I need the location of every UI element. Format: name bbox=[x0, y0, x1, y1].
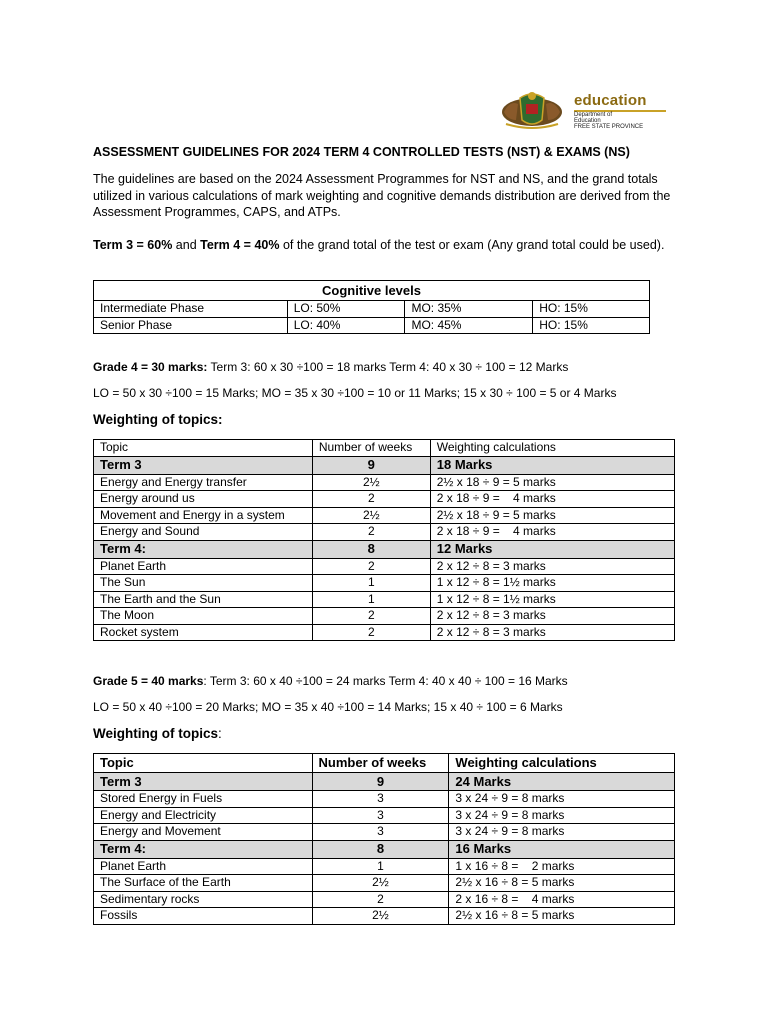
grade5-weighting-colon: : bbox=[218, 726, 222, 741]
table-row bbox=[94, 575, 675, 592]
calc-cell: 1 x 16 ÷ 8 = 2 marks bbox=[449, 858, 675, 875]
topic-cell: Fossils bbox=[94, 908, 313, 925]
dept-line: Department of bbox=[574, 112, 613, 118]
term-marks: 24 Marks bbox=[449, 773, 675, 791]
column-header: Topic bbox=[94, 754, 313, 773]
calc-cell: 2½ x 16 ÷ 8 = 5 marks bbox=[449, 875, 675, 892]
department-text bbox=[574, 112, 643, 130]
grade4-weighting-table bbox=[93, 439, 675, 641]
grade5-marks-line bbox=[93, 674, 568, 688]
department-logo bbox=[496, 90, 668, 132]
topic-cell: Movement and Energy in a system bbox=[94, 507, 313, 524]
term4-row bbox=[94, 840, 675, 858]
topic-cell: Planet Earth bbox=[94, 858, 313, 875]
table-cell: HO: 15% bbox=[533, 301, 650, 318]
weeks-cell: 2½ bbox=[312, 507, 430, 524]
topic-cell: Sedimentary rocks bbox=[94, 891, 313, 908]
table-row bbox=[94, 875, 675, 892]
term-marks: 18 Marks bbox=[430, 456, 674, 474]
column-header: Weighting calculations bbox=[430, 440, 674, 457]
term-label: Term 3 bbox=[94, 773, 313, 791]
topic-cell: Energy around us bbox=[94, 491, 313, 508]
table-cell: LO: 40% bbox=[287, 317, 405, 334]
topic-cell: Energy and Sound bbox=[94, 524, 313, 541]
term-weeks: 9 bbox=[312, 456, 430, 474]
weeks-cell: 1 bbox=[312, 591, 430, 608]
cognitive-levels-table bbox=[93, 280, 650, 334]
table-header-row bbox=[94, 281, 650, 301]
grade4-weighting-heading: Weighting of topics: bbox=[93, 412, 223, 427]
dept-line: Education bbox=[574, 118, 601, 124]
table-row bbox=[94, 491, 675, 508]
brand-text: education bbox=[574, 92, 647, 109]
weeks-cell: 2½ bbox=[312, 474, 430, 491]
weeks-cell: 2 bbox=[312, 491, 430, 508]
coat-of-arms-icon bbox=[496, 90, 568, 130]
table-cell: MO: 45% bbox=[405, 317, 533, 334]
table-header-row bbox=[94, 754, 675, 773]
table-header-row bbox=[94, 440, 675, 457]
weeks-cell: 1 bbox=[312, 858, 449, 875]
topic-cell: Energy and Energy transfer bbox=[94, 474, 313, 491]
grade5-levels-line: LO = 50 x 40 ÷100 = 20 Marks; MO = 35 x 40 ÷100 = 14 Marks; 15 x 40 ÷ 100 = 6 Marks bbox=[93, 700, 563, 714]
calc-cell: 1 x 12 ÷ 8 = 1½ marks bbox=[430, 591, 674, 608]
grade5-marks-text: : Term 3: 60 x 40 ÷100 = 24 marks Term 4: 40 x 40 ÷ 100 = 16 Marks bbox=[203, 674, 568, 688]
calc-cell: 2 x 12 ÷ 8 = 3 marks bbox=[430, 624, 674, 641]
grade5-weighting-label: Weighting of topics bbox=[93, 726, 218, 741]
term3-row bbox=[94, 456, 675, 474]
table-cell: HO: 15% bbox=[533, 317, 650, 334]
table-row bbox=[94, 524, 675, 541]
weeks-cell: 2 bbox=[312, 524, 430, 541]
table-row bbox=[94, 301, 650, 318]
calc-cell: 2 x 16 ÷ 8 = 4 marks bbox=[449, 891, 675, 908]
weeks-cell: 3 bbox=[312, 824, 449, 841]
column-header: Topic bbox=[94, 440, 313, 457]
calc-cell: 2½ x 18 ÷ 9 = 5 marks bbox=[430, 507, 674, 524]
calc-cell: 3 x 24 ÷ 9 = 8 marks bbox=[449, 824, 675, 841]
table-row bbox=[94, 807, 675, 824]
calc-cell: 1 x 12 ÷ 8 = 1½ marks bbox=[430, 575, 674, 592]
weeks-cell: 2 bbox=[312, 608, 430, 625]
grade4-levels-line: LO = 50 x 30 ÷100 = 15 Marks; MO = 35 x 30 ÷100 = 10 or 11 Marks; 15 x 30 ÷ 100 = 5 or 4 Marks bbox=[93, 386, 617, 400]
calc-cell: 2½ x 16 ÷ 8 = 5 marks bbox=[449, 908, 675, 925]
topic-cell: Rocket system bbox=[94, 624, 313, 641]
weeks-cell: 1 bbox=[312, 575, 430, 592]
table-row bbox=[94, 824, 675, 841]
term-split-and: and bbox=[172, 238, 201, 252]
calc-cell: 2 x 18 ÷ 9 = 4 marks bbox=[430, 491, 674, 508]
topic-cell: Stored Energy in Fuels bbox=[94, 791, 313, 808]
calc-cell: 3 x 24 ÷ 9 = 8 marks bbox=[449, 807, 675, 824]
calc-cell: 2 x 18 ÷ 9 = 4 marks bbox=[430, 524, 674, 541]
grade5-weighting-table bbox=[93, 753, 675, 925]
table-row bbox=[94, 507, 675, 524]
term-weeks: 8 bbox=[312, 840, 449, 858]
calc-cell: 2½ x 18 ÷ 9 = 5 marks bbox=[430, 474, 674, 491]
weeks-cell: 2½ bbox=[312, 875, 449, 892]
term-weeks: 8 bbox=[312, 540, 430, 558]
topic-cell: The Sun bbox=[94, 575, 313, 592]
term-label: Term 4: bbox=[94, 840, 313, 858]
topic-cell: Energy and Movement bbox=[94, 824, 313, 841]
term-marks: 12 Marks bbox=[430, 540, 674, 558]
table-row bbox=[94, 908, 675, 925]
term-weeks: 9 bbox=[312, 773, 449, 791]
term-split-paragraph bbox=[93, 237, 683, 254]
table-row bbox=[94, 317, 650, 334]
term-split-rest: of the grand total of the test or exam (Any grand total could be used). bbox=[279, 238, 665, 252]
table-row bbox=[94, 891, 675, 908]
term-label: Term 4: bbox=[94, 540, 313, 558]
grade5-marks-label: Grade 5 = 40 marks bbox=[93, 674, 204, 688]
calc-cell: 2 x 12 ÷ 8 = 3 marks bbox=[430, 558, 674, 575]
topic-cell: Energy and Electricity bbox=[94, 807, 313, 824]
term3-share: Term 3 = 60% bbox=[93, 238, 173, 252]
column-header: Weighting calculations bbox=[449, 754, 675, 773]
term4-row bbox=[94, 540, 675, 558]
weeks-cell: 2½ bbox=[312, 908, 449, 925]
weeks-cell: 2 bbox=[312, 624, 430, 641]
grade4-marks-text: Term 3: 60 x 30 ÷100 = 18 marks Term 4: 40 x 30 ÷ 100 = 12 Marks bbox=[207, 360, 569, 374]
grade4-marks-line bbox=[93, 360, 568, 374]
column-header: Number of weeks bbox=[312, 754, 449, 773]
table-row bbox=[94, 474, 675, 491]
weeks-cell: 2 bbox=[312, 558, 430, 575]
topic-cell: The Surface of the Earth bbox=[94, 875, 313, 892]
table-cell: LO: 50% bbox=[287, 301, 405, 318]
table-cell: Senior Phase bbox=[94, 317, 288, 334]
table-cell: Intermediate Phase bbox=[94, 301, 288, 318]
grade4-marks-label: Grade 4 = 30 marks: bbox=[93, 360, 208, 374]
table-row bbox=[94, 624, 675, 641]
table-row bbox=[94, 591, 675, 608]
dept-line: FREE STATE PROVINCE bbox=[574, 124, 644, 130]
topic-cell: The Moon bbox=[94, 608, 313, 625]
cognitive-heading: Cognitive levels bbox=[94, 281, 650, 301]
weeks-cell: 3 bbox=[312, 807, 449, 824]
topic-cell: The Earth and the Sun bbox=[94, 591, 313, 608]
intro-paragraph: The guidelines are based on the 2024 Assessment Programmes for NST and NS, and the grand totals utilized in various calculations of mark weighting and cognitive demands distribution are derived from the Assessment Programmes, CAPS, and ATPs. bbox=[93, 172, 671, 219]
calc-cell: 3 x 24 ÷ 9 = 8 marks bbox=[449, 791, 675, 808]
grade5-weighting-heading bbox=[93, 726, 222, 741]
term-marks: 16 Marks bbox=[449, 840, 675, 858]
column-header: Number of weeks bbox=[312, 440, 430, 457]
calc-cell: 2 x 12 ÷ 8 = 3 marks bbox=[430, 608, 674, 625]
document-title: ASSESSMENT GUIDELINES FOR 2024 TERM 4 CONTROLLED TESTS (NST) & EXAMS (NS) bbox=[93, 145, 630, 159]
table-row bbox=[94, 858, 675, 875]
weeks-cell: 2 bbox=[312, 891, 449, 908]
table-row bbox=[94, 558, 675, 575]
term4-share: Term 4 = 40% bbox=[200, 238, 280, 252]
table-row bbox=[94, 608, 675, 625]
table-cell: MO: 35% bbox=[405, 301, 533, 318]
table-row bbox=[94, 791, 675, 808]
weeks-cell: 3 bbox=[312, 791, 449, 808]
term-label: Term 3 bbox=[94, 456, 313, 474]
topic-cell: Planet Earth bbox=[94, 558, 313, 575]
term3-row bbox=[94, 773, 675, 791]
